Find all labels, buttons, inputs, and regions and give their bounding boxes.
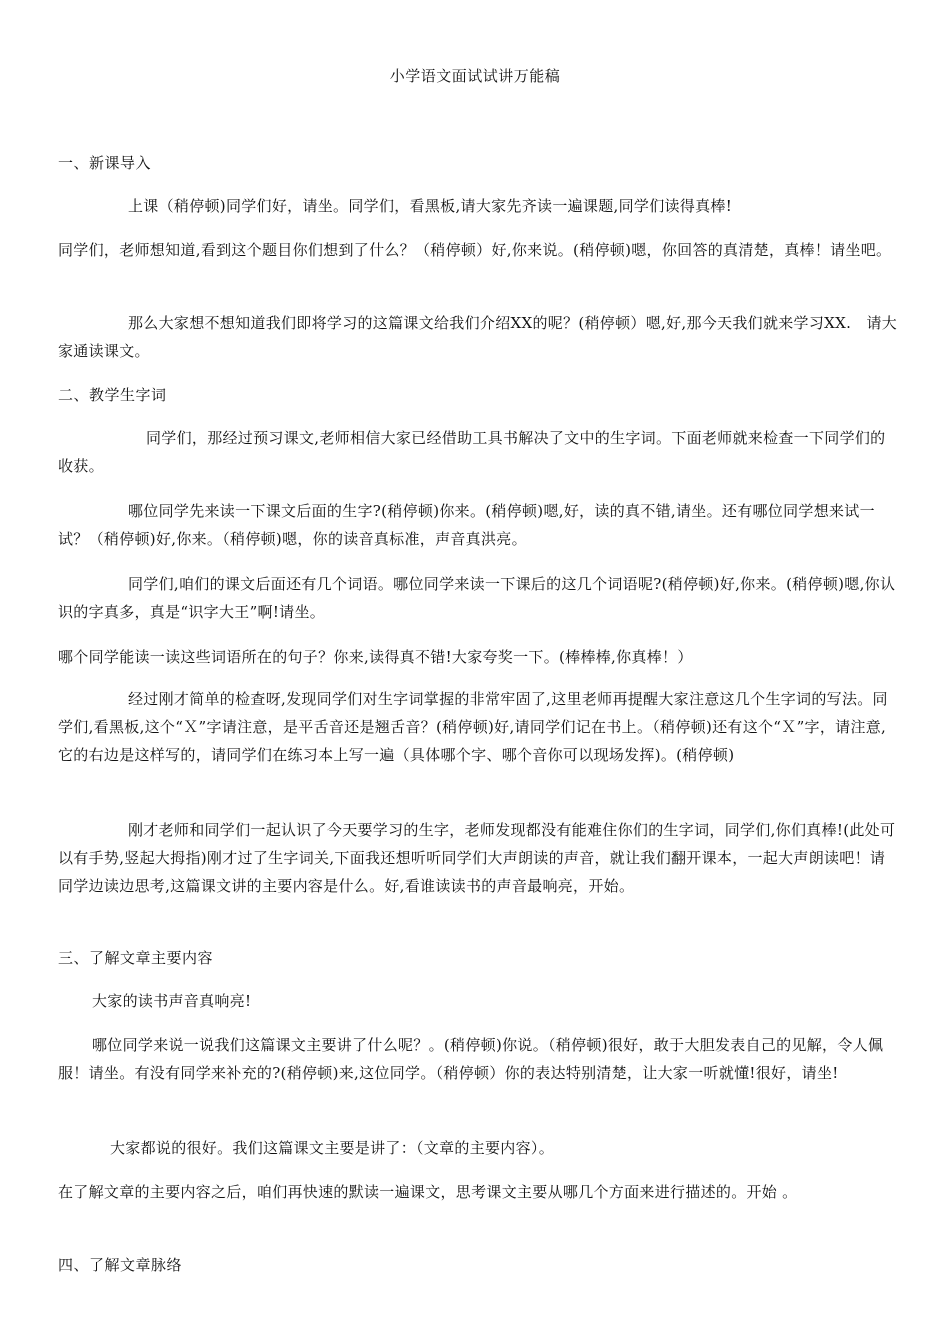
section-heading-4: 四、了解文章脉络	[58, 1256, 183, 1274]
section-heading-3: 三、了解文章主要内容	[58, 949, 214, 967]
paragraph: 同学们，那经过预习课文,老师相信大家已经借助工具书解决了文中的生字词。下面老师就来检查一下同学们的收获。	[58, 429, 886, 475]
document-title: 小学语文面试试讲万能稿	[389, 67, 561, 85]
paragraph: 哪位同学来说一说我们这篇课文主要讲了什么呢？。(稍停顿)你说。（稍停顿)很好，敢于大胆发表自己的见解，令人佩服！请坐。有没有同学来补充的?(稍停顿)来,这位同学。（稍停顿）你的表达特别清楚，让大家一听就懂!很好，请坐!	[58, 1036, 884, 1082]
paragraph: 经过刚才简单的检查呀,发现同学们对生字词掌握的非常牢固了,这里老师再提醒大家注意这几个生字词的写法。同学们,看黑板,这个“Ｘ”字请注意，是平舌音还是翘舌音？(稍停顿)好,请同学们记在书上。（稍停顿)还有这个“Ｘ”字，请注意,它的右边是这样写的，请同学们在练习本上写一遍（具体哪个字、哪个音你可以现场发挥)。(稍停顿)	[58, 690, 888, 764]
paragraph: 刚才老师和同学们一起认识了今天要学习的生字，老师发现都没有能难住你们的生字词，同学们,你们真棒!(此处可以有手势,竖起大拇指)刚才过了生字词关,下面我还想听听同学们大声朗读的声音，就让我们翻开课本，一起大声朗读吧！请同学边读边思考,这篇课文讲的主要内容是什么。好,看谁读读书的声音最响亮，开始。	[58, 821, 896, 895]
paragraph: 同学们，老师想知道,看到这个题目你们想到了什么？（稍停顿）好,你来说。(稍停顿)嗯，你回答的真清楚，真棒！请坐吧。	[58, 241, 892, 259]
paragraph: 哪个同学能读一读这些词语所在的句子？你来,读得真不错!大家夸奖一下。(棒棒棒,你真棒！）	[58, 648, 693, 666]
paragraph: 大家都说的很好。我们这篇课文主要是讲了：（文章的主要内容）。	[110, 1139, 555, 1157]
paragraph: 大家的读书声音真响亮!	[92, 992, 252, 1010]
paragraph: 上课（稍停顿)同学们好，请坐。同学们，看黑板,请大家先齐读一遍课题,同学们读得真棒!	[128, 197, 733, 215]
paragraph: 哪位同学先来读一下课文后面的生字?(稍停顿)你来。(稍停顿)嗯,好，读的真不错,请坐。还有哪位同学想来试一试？（稍停顿)好,你来。（稍停顿)嗯，你的读音真标准，声音真洪亮。	[58, 502, 875, 548]
section-heading-1: 一、新课导入	[58, 154, 152, 172]
paragraph: 那么大家想不想知道我们即将学习的这篇课文给我们介绍XX的呢？(稍停顿）嗯,好,那今天我们就来学习XX. 请大家通读课文。	[58, 314, 898, 360]
paragraph: 同学们,咱们的课文后面还有几个词语。哪位同学来读一下课后的这几个词语呢?(稍停顿)好,你来。(稍停顿)嗯,你认识的字真多，真是“识字大王”啊!请坐。	[58, 575, 896, 621]
paragraph: 在了解文章的主要内容之后，咱们再快速的默读一遍课文，思考课文主要从哪几个方面来进行描述的。开始 。	[58, 1183, 798, 1201]
section-heading-2: 二、教学生字词	[58, 386, 167, 404]
